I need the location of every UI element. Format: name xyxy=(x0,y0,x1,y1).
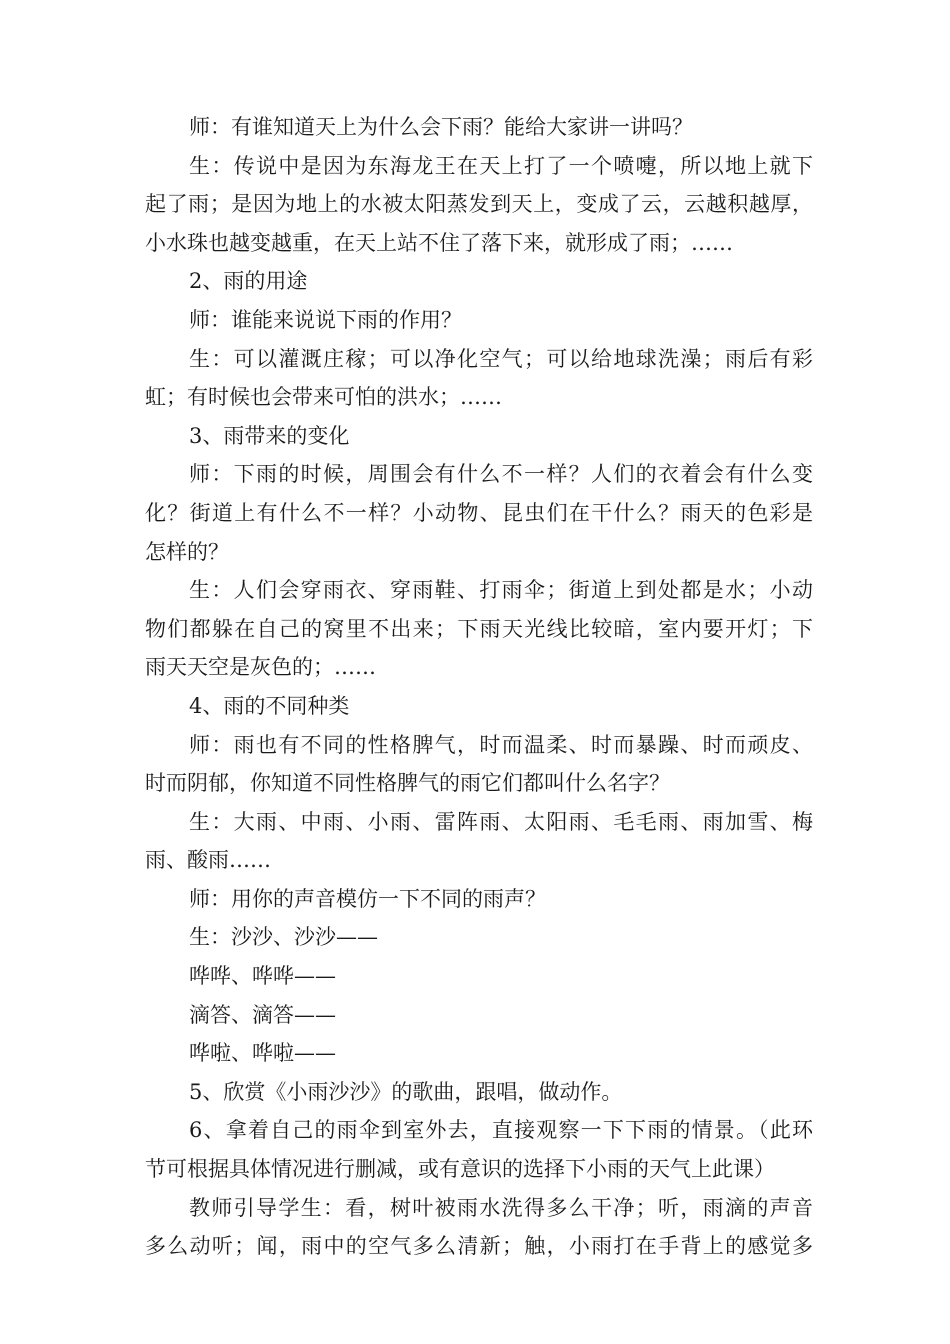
section-heading: 2、雨的用途 xyxy=(189,269,308,294)
paragraph-line: 节可根据具体情况进行删减，或有意识的选择下小雨的天气上此课） xyxy=(145,1157,775,1182)
paragraph-line: 师：雨也有不同的性格脾气，时而温柔、时而暴躁、时而顽皮、 xyxy=(189,732,813,757)
paragraph-line: 师：谁能来说说下雨的作用？ xyxy=(189,307,462,332)
paragraph-line: 怎样的？ xyxy=(145,539,229,564)
paragraph-line: 滴答、滴答—— xyxy=(189,1002,336,1027)
paragraph-line: 起了雨；是因为地上的水被太阳蒸发到天上，变成了云，云越积越厚， xyxy=(145,192,813,217)
section-heading: 3、雨带来的变化 xyxy=(189,423,350,448)
document-page xyxy=(145,108,813,1266)
paragraph-line: 化？街道上有什么不一样？小动物、昆虫们在干什么？雨天的色彩是 xyxy=(145,500,813,525)
paragraph-line: 物们都躲在自己的窝里不出来；下雨天光线比较暗，室内要开灯；下 xyxy=(145,616,813,641)
paragraph-line: 时而阴郁，你知道不同性格脾气的雨它们都叫什么名字？ xyxy=(145,771,670,796)
paragraph-line: 师：下雨的时候，周围会有什么不一样？人们的衣着会有什么变 xyxy=(189,462,813,487)
paragraph-line: 多么动听；闻，雨中的空气多么清新；触，小雨打在手背上的感觉多 xyxy=(145,1234,813,1259)
paragraph-line: 生：人们会穿雨衣、穿雨鞋、打雨伞；街道上到处都是水；小动 xyxy=(189,578,813,603)
paragraph-line: 师：有谁知道天上为什么会下雨？能给大家讲一讲吗？ xyxy=(189,115,693,139)
paragraph-line: 雨、酸雨…… xyxy=(145,848,271,873)
paragraph-line: 生：可以灌溉庄稼；可以净化空气；可以给地球洗澡；雨后有彩 xyxy=(189,346,813,371)
paragraph-line: 生：沙沙、沙沙—— xyxy=(189,925,378,950)
section-heading: 4、雨的不同种类 xyxy=(189,693,350,718)
paragraph-line: 虹；有时候也会带来可怕的洪水；…… xyxy=(145,385,502,410)
paragraph-line: 雨天天空是灰色的；…… xyxy=(145,655,376,680)
paragraph-line: 生：大雨、中雨、小雨、雷阵雨、太阳雨、毛毛雨、雨加雪、梅 xyxy=(189,809,813,834)
paragraph-line: 师：用你的声音模仿一下不同的雨声？ xyxy=(189,886,546,911)
paragraph-line: 哗哗、哗哗—— xyxy=(189,964,336,989)
paragraph-line: 哗啦、哗啦—— xyxy=(189,1041,336,1066)
paragraph-line: 6、拿着自己的雨伞到室外去，直接观察一下下雨的情景。（此环 xyxy=(189,1118,813,1143)
section-heading: 5、欣赏《小雨沙沙》的歌曲，跟唱，做动作。 xyxy=(189,1079,623,1104)
paragraph-line: 生：传说中是因为东海龙王在天上打了一个喷嚏，所以地上就下 xyxy=(189,153,813,178)
paragraph-line: 小水珠也越变越重，在天上站不住了落下来，就形成了雨；…… xyxy=(145,230,733,255)
paragraph-line: 教师引导学生：看，树叶被雨水洗得多么干净；听，雨滴的声音 xyxy=(189,1195,813,1220)
